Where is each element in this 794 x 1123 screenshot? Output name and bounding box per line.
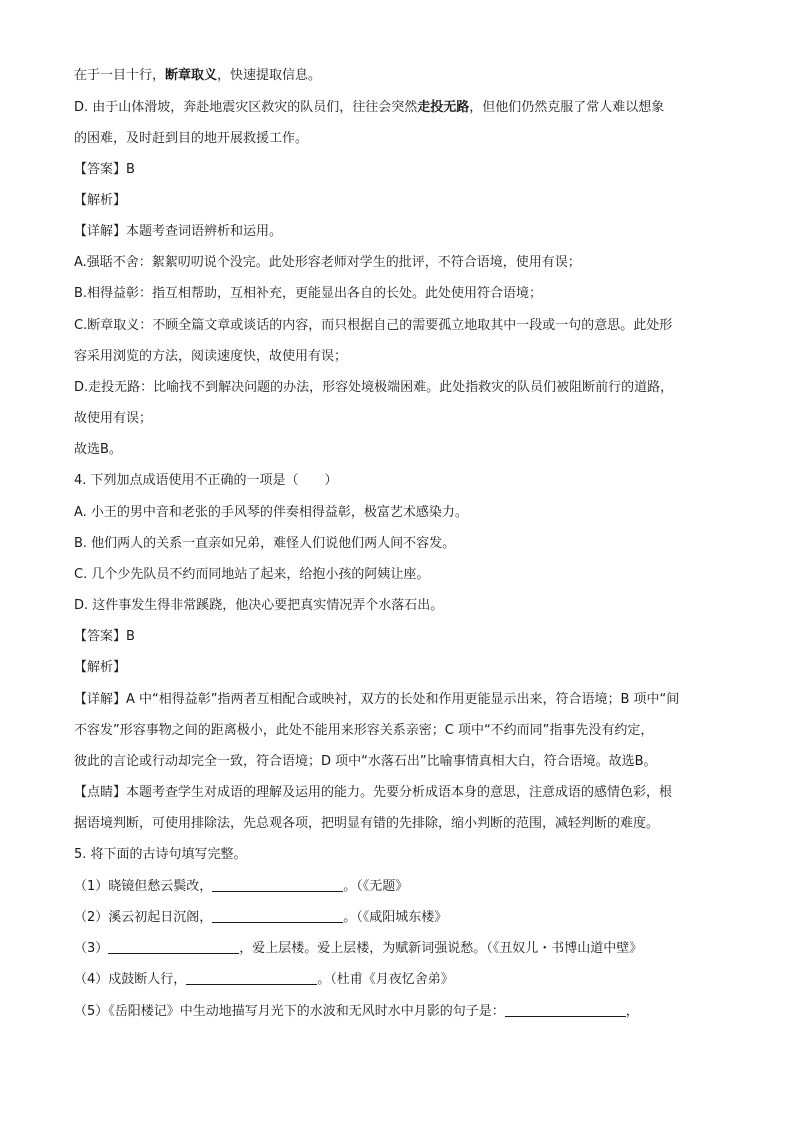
option-d-line-1: D. 由于山体滑坡，奔赴地震灾区救灾的队员们，往往会突然走投无路，但他们仍然克服了常人难以想象 [74,100,665,115]
analysis-label: 【解析】 [74,660,127,675]
bold-idiom: 走投无路 [417,100,470,115]
tip-line-2: 据语境判断，可使用排除法，先总观各项，把明显有错的先排除，缩小判断的范围，减轻判断的难度。 [74,816,660,831]
analysis-label: 【解析】 [74,193,127,208]
detail-b: B.相得益彰：指互相帮助，互相补充，更能显出各自的长处。此处使用符合语境； [74,286,543,301]
detail-line-2: 不容发”形容事物之间的距离极小，此处不能用来形容关系亲密；C 项中“不约而同”指事先没有约定， [74,723,654,738]
answer-label: 【答案】B [74,162,135,177]
detail-a: A.强聒不舍：絮絮叨叨说个没完。此处形容老师对学生的批评，不符合语境，使用有误； [74,255,581,270]
detail-c-1: C.断章取义：不顾全篇文章或谈话的内容，而只根据自己的需要孤立地取其中一段或一句的意思。此处形 [74,318,673,333]
fill-blank[interactable] [212,878,343,892]
detail-line-1: 【详解】A 中“相得益彰”指两者互相配合或映衬，双方的长处和作用更能显示出来，符合语境；B 项中“间 [74,692,680,707]
poem-item-5: （5）《岳阳楼记》中生动地描写月光下的水波和无风时水中月影的句子是： ， [74,1004,639,1019]
bold-idiom: 断章取义 [165,68,218,83]
question-4-option-c: C. 几个少先队员不约而同地站了起来，给抱小孩的阿姨让座。 [74,567,430,582]
question-4-option-a: A. 小王的男中音和老张的手风琴的伴奏相得益彰，极富艺术感染力。 [74,505,468,520]
detail-c-2: 容采用浏览的方法，阅读速度快，故使用有误； [74,349,348,364]
fill-blank[interactable] [186,971,317,985]
detail-d-2: 故使用有误； [74,411,153,426]
fill-blank[interactable] [108,940,239,954]
fill-blank[interactable] [505,1003,626,1017]
question-4-option-b: B. 他们两人的关系一直亲如兄弟，难怪人们说他们两人间不容发。 [74,536,456,551]
selection-line: 故选B。 [74,442,122,457]
question-4: 4. 下列加点成语使用不正确的一项是（ ） [74,473,338,488]
poem-item-3: （3） ，爱上层楼。爱上层楼，为赋新词强说愁。（《丑奴儿・书博山道中壁》 [74,941,643,956]
question-4-option-d: D. 这件事发生得非常蹊跷，他决心要把真实情况弄个水落石出。 [74,598,444,613]
detail-line: 【详解】本题考查词语辨析和运用。 [74,224,283,239]
text-line: 在于一目十行，断章取义，快速提取信息。 [74,68,322,83]
fill-blank[interactable] [212,909,343,923]
poem-item-1: （1）晓镜但愁云鬓改， 。（《无题》 [74,879,409,894]
detail-d-1: D.走投无路：比喻找不到解决问题的办法，形容处境极端困难。此处指救灾的队员们被阻断前行的道路， [74,380,674,395]
poem-item-2: （2）溪云初起日沉阁， 。（《咸阳城东楼》 [74,910,448,925]
question-5: 5. 将下面的古诗句填写完整。 [74,847,247,862]
option-d-line-2: 的困难，及时赶到目的地开展救援工作。 [74,131,309,146]
tip-line-1: 【点睛】本题考查学生对成语的理解及运用的能力。先要分析成语本身的意思，注意成语的感情色彩，根 [74,785,673,800]
poem-item-4: （4）戍鼓断人行， 。（杜甫《月夜忆舍弟》 [74,972,454,987]
answer-label: 【答案】B [74,629,135,644]
detail-line-3: 彼此的言论或行动却完全一致，符合语境；D 项中“水落石出”比喻事情真相大白，符合语境。故选B。 [74,754,657,769]
